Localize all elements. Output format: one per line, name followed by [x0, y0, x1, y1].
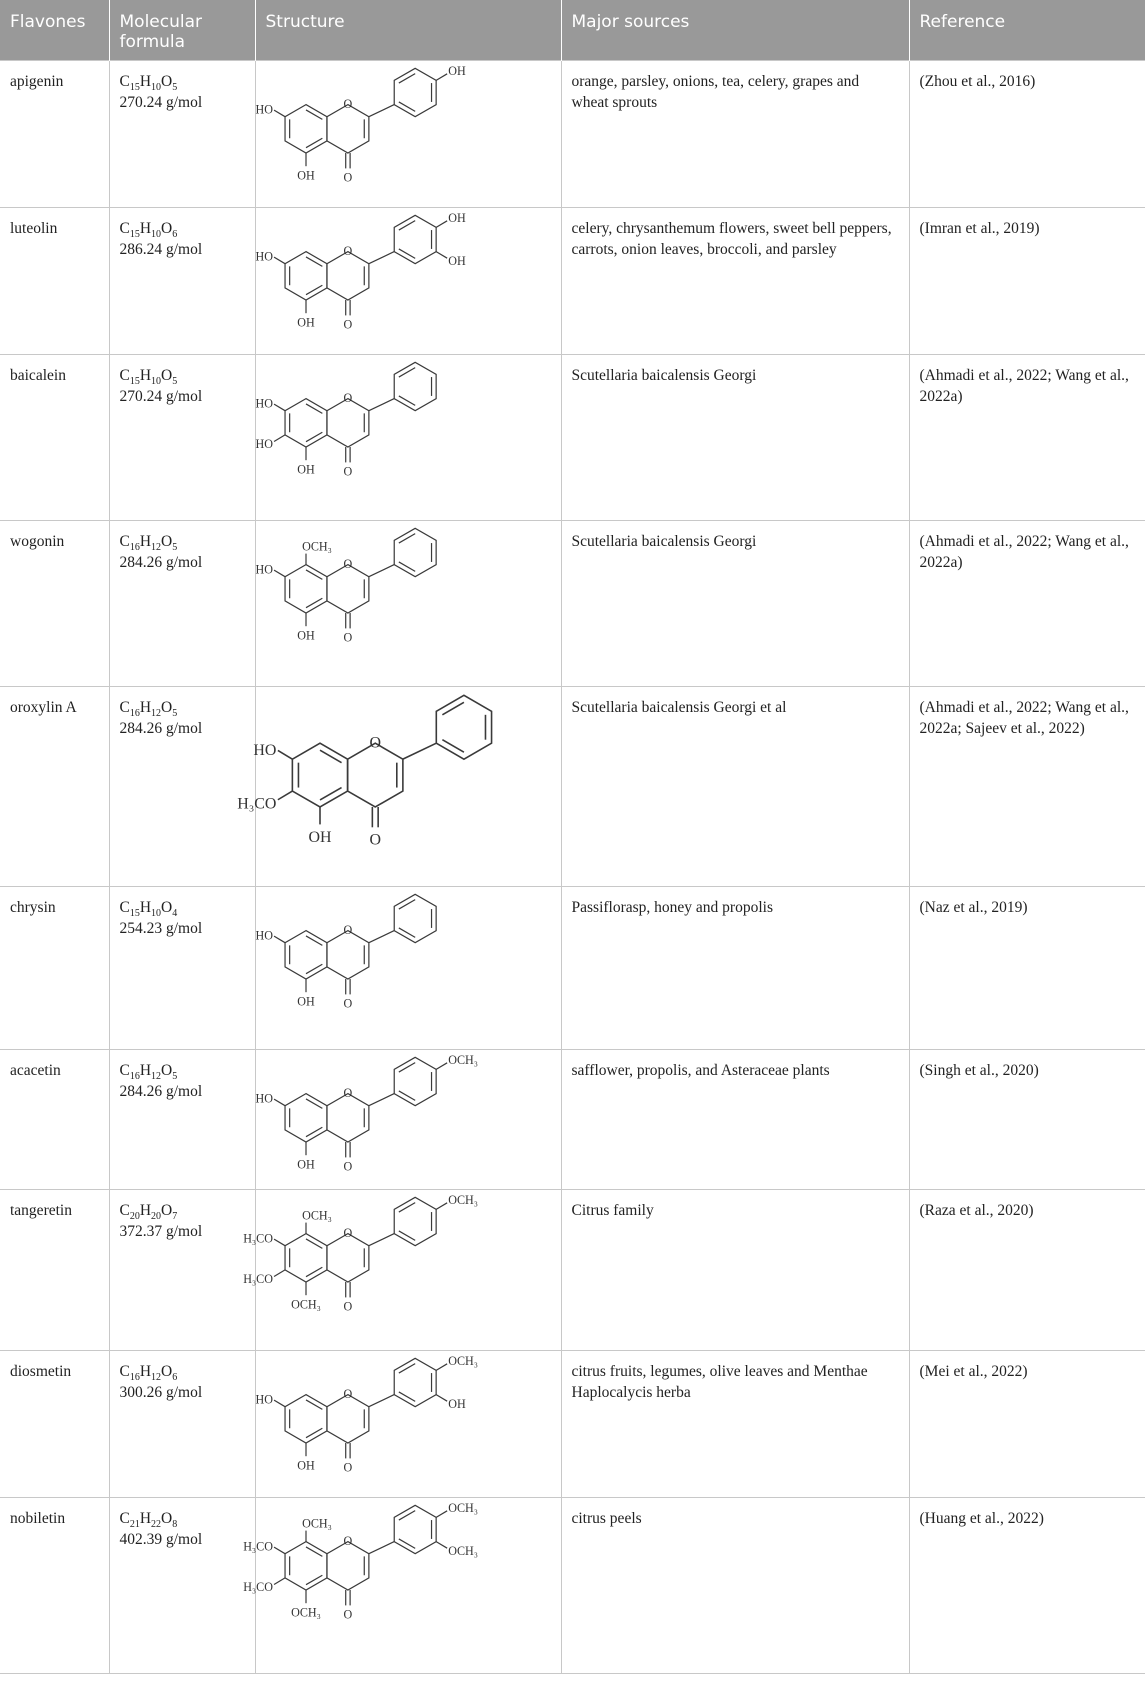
- formula-element: H: [139, 367, 152, 384]
- major-sources: safflower, propolis, and Asteraceae plants: [561, 1050, 909, 1190]
- molar-mass: 372.37 g/mol: [119, 1223, 203, 1240]
- major-sources: Citrus family: [561, 1190, 909, 1351]
- formula-element: O: [161, 220, 173, 237]
- reference: (Huang et al., 2022): [909, 1498, 1145, 1674]
- molecular-formula: [120, 1060, 245, 1081]
- molar-mass: 284.26 g/mol: [119, 554, 203, 571]
- substituent-5-label: OCH₃: [290, 1297, 321, 1312]
- formula-count: 20: [151, 1211, 162, 1223]
- header-structure: Structure: [255, 0, 561, 61]
- formula-count: 12: [151, 1372, 162, 1384]
- formula-count: 10: [151, 376, 162, 388]
- flavone-name: chrysin: [0, 887, 109, 1050]
- table-row: [0, 208, 1145, 355]
- chemical-structure-image: [254, 210, 542, 347]
- structure-cell: [236, 687, 561, 887]
- reference: (Naz et al., 2019): [909, 887, 1145, 1050]
- structure-cell: [255, 355, 561, 521]
- formula-element: H: [139, 73, 152, 90]
- flavone-name: acacetin: [0, 1050, 109, 1190]
- flavone-name: tangeretin: [0, 1190, 109, 1351]
- formula-element: C: [119, 699, 130, 716]
- molecular-formula: [120, 365, 245, 386]
- formula-count: 5: [172, 708, 178, 720]
- formula-count: 16: [129, 542, 140, 554]
- flavone-name: luteolin: [0, 208, 109, 355]
- structure-cell: [255, 887, 561, 1050]
- flavone-name: baicalein: [0, 355, 109, 521]
- flavone-name: wogonin: [0, 521, 109, 687]
- chemical-structure-image: [254, 1353, 542, 1490]
- molecular-formula-cell: [109, 61, 255, 208]
- formula-element: H: [139, 1510, 152, 1527]
- substituent-8-label: OCH₃: [301, 1516, 332, 1531]
- formula-count: 12: [151, 708, 162, 720]
- molecular-formula: [120, 897, 245, 918]
- formula-count: 5: [172, 542, 178, 554]
- substituent-5-label: OH: [296, 1157, 315, 1172]
- formula-count: 10: [151, 229, 162, 241]
- structure-cell: [255, 1050, 561, 1190]
- formula-element: O: [161, 367, 173, 384]
- molecular-formula-cell: [109, 1351, 255, 1498]
- carbonyl-label: O: [343, 1159, 352, 1174]
- formula-count: 4: [172, 908, 178, 920]
- molecular-formula-cell: [109, 887, 255, 1050]
- reference: (Ahmadi et al., 2022; Wang et al., 2022a): [909, 355, 1145, 521]
- header-flavones: Flavones: [0, 0, 109, 61]
- substituent-5-label: OH: [296, 462, 315, 477]
- formula-element: O: [161, 73, 173, 90]
- formula-count: 5: [172, 376, 178, 388]
- substituent-7-label: HO: [254, 1392, 273, 1407]
- molar-mass: 286.24 g/mol: [119, 241, 203, 258]
- formula-count: 6: [172, 229, 178, 241]
- formula-count: 22: [151, 1519, 162, 1531]
- substituent-7-label: H₃CO: [242, 1231, 273, 1246]
- substituent-5-label: OH: [296, 628, 315, 643]
- substituent-7-label: HO: [254, 249, 273, 264]
- substituent-6-label: H₃CO: [242, 1580, 273, 1595]
- formula-element: O: [161, 1510, 173, 1527]
- substituent-8-label: OCH₃: [301, 1208, 332, 1223]
- formula-count: 5: [172, 1071, 178, 1083]
- ring-oxygen-label: O: [343, 243, 352, 258]
- carbonyl-label: O: [343, 1299, 352, 1314]
- structure-cell: [242, 1190, 561, 1351]
- substituent-8-label: OCH₃: [301, 539, 332, 554]
- substituent-5-label: OH: [296, 1458, 315, 1473]
- table-row: [0, 355, 1145, 521]
- table-row: [0, 521, 1145, 687]
- formula-count: 15: [129, 229, 140, 241]
- ring-oxygen-label: O: [343, 1225, 352, 1240]
- molecular-formula-cell: [109, 1498, 255, 1674]
- formula-count: 10: [151, 82, 162, 94]
- formula-count: 5: [172, 82, 178, 94]
- formula-count: 15: [129, 376, 140, 388]
- reference: (Zhou et al., 2016): [909, 61, 1145, 208]
- ring-oxygen-label: O: [343, 1386, 352, 1401]
- substituent-4prime-label: OH: [447, 63, 466, 78]
- table-row: [0, 887, 1145, 1050]
- ring-oxygen-label: O: [343, 556, 352, 571]
- substituent-5-label: OH: [296, 315, 315, 330]
- substituent-7-label: HO: [254, 102, 273, 117]
- substituent-6-label: H₃CO: [242, 1272, 273, 1287]
- carbonyl-label: O: [343, 170, 352, 185]
- chemical-structure-image: [254, 525, 542, 679]
- chemical-structure-image: [242, 1500, 542, 1666]
- substituent-3prime-label: OCH₃: [447, 1543, 478, 1558]
- reference: (Imran et al., 2019): [909, 208, 1145, 355]
- header-molecular-formula: Molecular formula: [109, 0, 255, 61]
- formula-count: 15: [129, 82, 140, 94]
- formula-count: 8: [172, 1519, 178, 1531]
- structure-cell: [242, 1498, 561, 1674]
- header-major-sources: Major sources: [561, 0, 909, 61]
- major-sources: citrus fruits, legumes, olive leaves and Menthae Haplocalycis herba: [561, 1351, 909, 1498]
- molecular-formula-cell: [109, 1050, 255, 1190]
- formula-element: O: [161, 899, 173, 916]
- flavone-name: nobiletin: [0, 1498, 109, 1674]
- formula-element: H: [139, 533, 152, 550]
- formula-count: 6: [172, 1372, 178, 1384]
- ring-oxygen-label: O: [343, 96, 352, 111]
- structure-cell: [255, 521, 561, 687]
- substituent-6-label: H₃CO: [236, 795, 276, 813]
- substituent-7-label: HO: [254, 562, 273, 577]
- reference: (Raza et al., 2020): [909, 1190, 1145, 1351]
- carbonyl-label: O: [343, 1607, 352, 1622]
- formula-element: H: [139, 1363, 152, 1380]
- substituent-7-label: HO: [254, 1091, 273, 1106]
- table-row: [0, 1190, 1145, 1351]
- molecular-formula: [120, 1361, 245, 1382]
- substituent-3prime-label: OH: [447, 1396, 466, 1411]
- formula-element: O: [161, 533, 173, 550]
- formula-count: 20: [129, 1211, 140, 1223]
- formula-count: 12: [151, 542, 162, 554]
- chemical-structure-image: [254, 891, 542, 1042]
- substituent-7-label: HO: [254, 396, 273, 411]
- molecular-formula-cell: [109, 355, 255, 521]
- ring-oxygen-label: O: [343, 922, 352, 937]
- major-sources: Scutellaria baicalensis Georgi: [561, 355, 909, 521]
- chemical-structure-image: [254, 63, 542, 200]
- reference: (Singh et al., 2020): [909, 1050, 1145, 1190]
- formula-element: C: [119, 73, 130, 90]
- table-row: [0, 1498, 1145, 1674]
- formula-element: O: [161, 1202, 173, 1219]
- major-sources: citrus peels: [561, 1498, 909, 1674]
- carbonyl-label: O: [343, 464, 352, 479]
- formula-element: H: [139, 899, 152, 916]
- formula-element: O: [161, 1363, 173, 1380]
- major-sources: celery, chrysanthemum flowers, sweet bell peppers, carrots, onion leaves, broccoli, and parsley: [561, 208, 909, 355]
- substituent-5-label: OH: [307, 828, 332, 846]
- major-sources: Passiflorasp, honey and propolis: [561, 887, 909, 1050]
- molar-mass: 270.24 g/mol: [119, 94, 203, 111]
- carbonyl-label: O: [343, 317, 352, 332]
- molar-mass: 284.26 g/mol: [119, 720, 203, 737]
- molar-mass: 284.26 g/mol: [119, 1083, 203, 1100]
- formula-element: C: [119, 1363, 130, 1380]
- molecular-formula: [120, 531, 245, 552]
- formula-count: 7: [172, 1211, 178, 1223]
- molecular-formula-cell: [109, 521, 255, 687]
- molecular-formula: [120, 218, 245, 239]
- chemical-structure-image: [254, 359, 542, 513]
- molecular-formula: [120, 697, 245, 718]
- flavone-name: apigenin: [0, 61, 109, 208]
- major-sources: orange, parsley, onions, tea, celery, grapes and wheat sprouts: [561, 61, 909, 208]
- carbonyl-label: O: [343, 996, 352, 1011]
- molar-mass: 300.26 g/mol: [119, 1384, 203, 1401]
- substituent-4prime-label: OCH₃: [447, 1052, 478, 1067]
- substituent-4prime-label: OCH₃: [447, 1353, 478, 1368]
- reference: (Mei et al., 2022): [909, 1351, 1145, 1498]
- chemical-structure-image: [254, 1052, 542, 1182]
- structure-cell: [255, 208, 561, 355]
- major-sources: Scutellaria baicalensis Georgi: [561, 521, 909, 687]
- structure-cell: [255, 1351, 561, 1498]
- substituent-6-label: HO: [254, 437, 273, 452]
- molar-mass: 402.39 g/mol: [119, 1531, 203, 1548]
- formula-count: 12: [151, 1071, 162, 1083]
- structure-cell: [255, 61, 561, 208]
- formula-element: O: [161, 699, 173, 716]
- substituent-7-label: H₃CO: [242, 1539, 273, 1554]
- formula-element: H: [139, 220, 152, 237]
- substituent-3prime-label: OH: [447, 253, 466, 268]
- formula-element: H: [139, 1062, 152, 1079]
- substituent-7-label: HO: [254, 928, 273, 943]
- reference: (Ahmadi et al., 2022; Wang et al., 2022a; Sajeev et al., 2022): [909, 687, 1145, 887]
- molecular-formula-cell: [109, 208, 255, 355]
- formula-count: 16: [129, 1071, 140, 1083]
- carbonyl-label: O: [368, 831, 381, 849]
- formula-count: 15: [129, 908, 140, 920]
- table-row: [0, 1050, 1145, 1190]
- formula-element: H: [139, 699, 152, 716]
- header-reference: Reference: [909, 0, 1145, 61]
- ring-oxygen-label: O: [343, 1085, 352, 1100]
- substituent-4prime-label: OCH₃: [447, 1192, 478, 1207]
- formula-count: 16: [129, 1372, 140, 1384]
- formula-element: C: [119, 220, 130, 237]
- header-row: [0, 0, 1145, 61]
- formula-element: C: [119, 1202, 130, 1219]
- carbonyl-label: O: [343, 1460, 352, 1475]
- molar-mass: 254.23 g/mol: [119, 920, 203, 937]
- flavone-name: diosmetin: [0, 1351, 109, 1498]
- flavone-name: oroxylin A: [0, 687, 109, 887]
- molecular-formula: [120, 1200, 245, 1221]
- substituent-4prime-label: OCH₃: [447, 1500, 478, 1515]
- molecular-formula: [120, 71, 245, 92]
- substituent-5-label: OH: [296, 994, 315, 1009]
- substituent-5-label: OCH₃: [290, 1605, 321, 1620]
- substituent-4prime-label: OH: [447, 210, 466, 225]
- major-sources: Scutellaria baicalensis Georgi et al: [561, 687, 909, 887]
- formula-element: C: [119, 1062, 130, 1079]
- molecular-formula: [120, 1508, 245, 1529]
- ring-oxygen-label: O: [343, 390, 352, 405]
- formula-count: 10: [151, 908, 162, 920]
- formula-element: O: [161, 1062, 173, 1079]
- formula-element: C: [119, 367, 130, 384]
- chemical-structure-image: [242, 1192, 542, 1343]
- molecular-formula-cell: [109, 1190, 255, 1351]
- reference: (Ahmadi et al., 2022; Wang et al., 2022a): [909, 521, 1145, 687]
- chemical-structure-image: [236, 691, 542, 879]
- formula-count: 21: [129, 1519, 140, 1531]
- formula-element: C: [119, 1510, 130, 1527]
- formula-element: C: [119, 899, 130, 916]
- molecular-formula-cell: [109, 687, 255, 887]
- table-row: [0, 1351, 1145, 1498]
- table-row: [0, 61, 1145, 208]
- substituent-5-label: OH: [296, 168, 315, 183]
- ring-oxygen-label: O: [368, 734, 381, 752]
- formula-element: C: [119, 533, 130, 550]
- carbonyl-label: O: [343, 630, 352, 645]
- substituent-7-label: HO: [252, 741, 276, 759]
- ring-oxygen-label: O: [343, 1533, 352, 1548]
- table-row: [0, 687, 1145, 887]
- formula-count: 16: [129, 708, 140, 720]
- molar-mass: 270.24 g/mol: [119, 388, 203, 405]
- formula-element: H: [139, 1202, 152, 1219]
